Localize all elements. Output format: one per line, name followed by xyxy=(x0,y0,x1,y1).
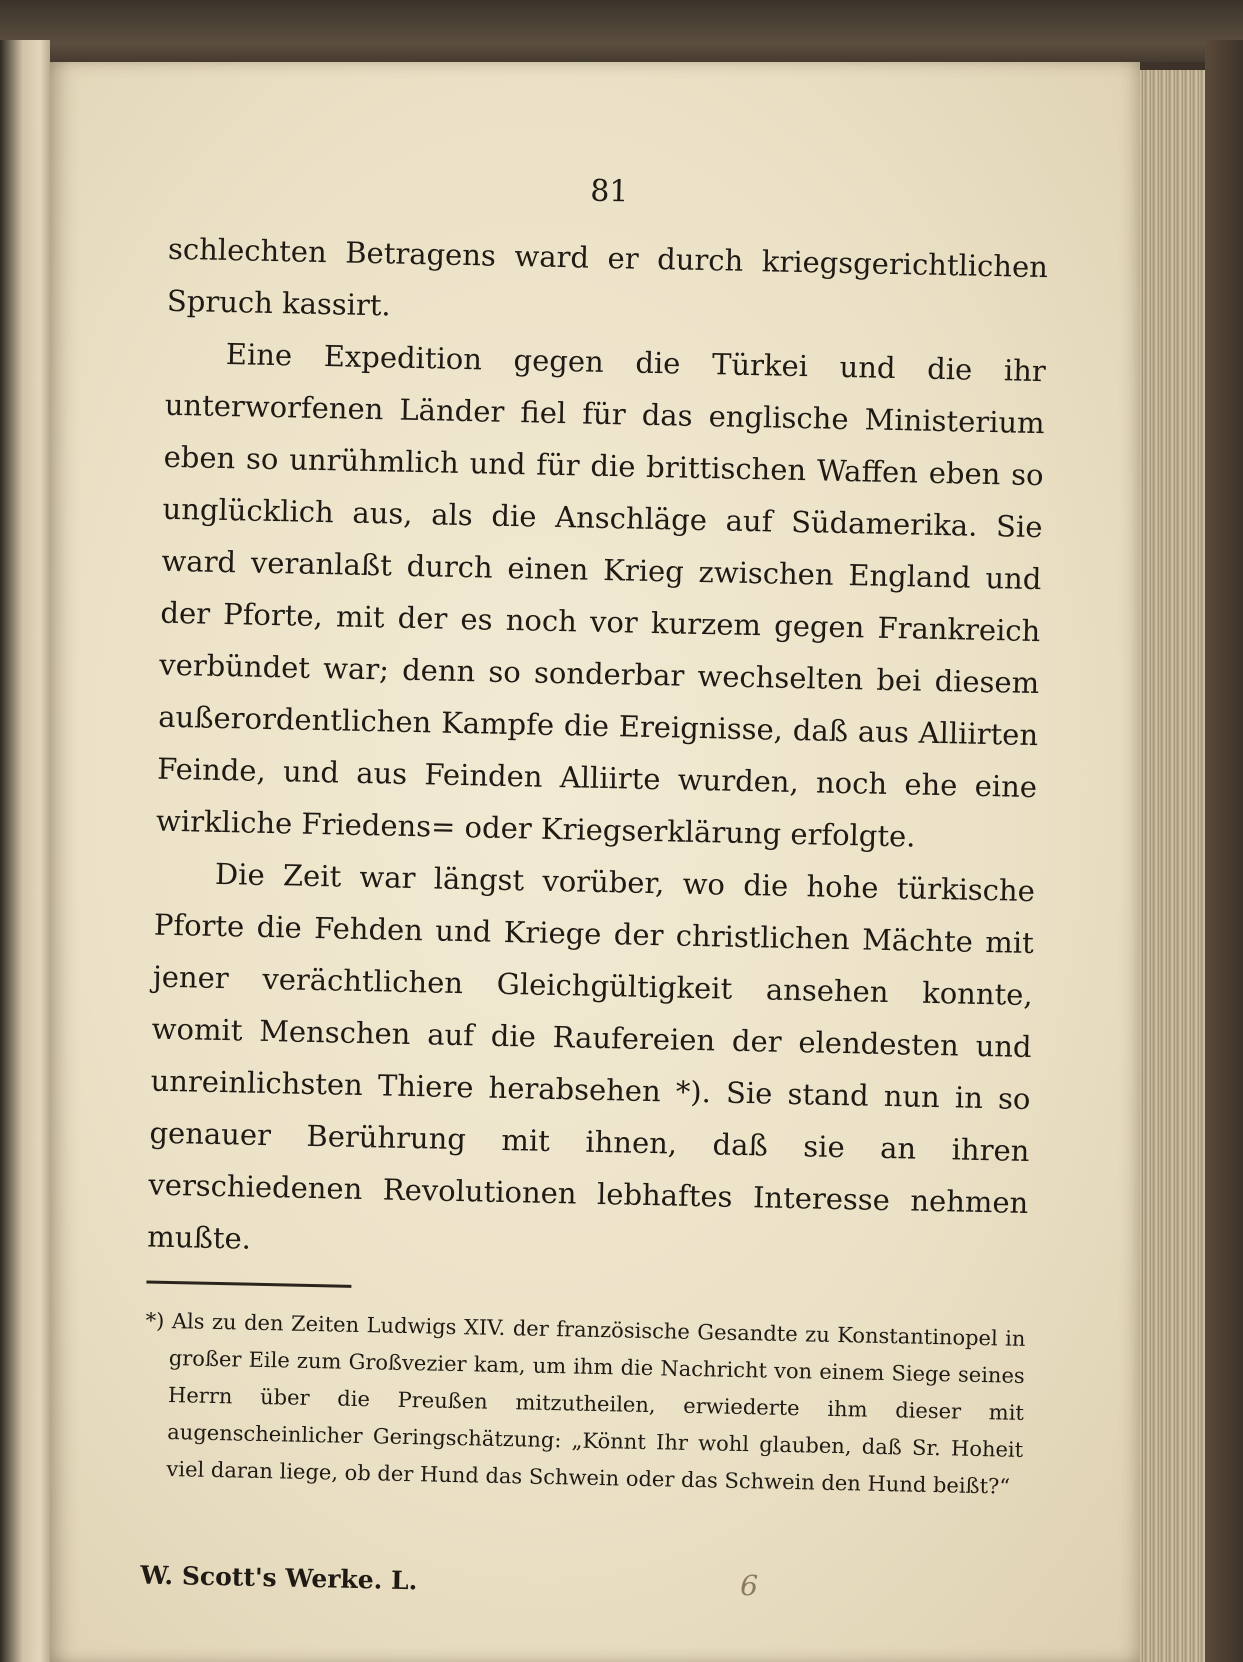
page-number: 81 xyxy=(589,173,629,210)
book-page xyxy=(50,62,1140,1662)
footnote-rule xyxy=(146,1281,351,1288)
signature-line: W. Scott's Werke. L. xyxy=(140,1560,418,1596)
body-text xyxy=(147,223,1049,1281)
paragraph-expedition: Eine Expedition gegen die Türkei und die ihr unterworfenen Länder fiel für das englische Ministerium eben so unrühmlich und für die brittischen Waffen eben so unglücklich aus, als die Anschläge auf Südamerika. Sie ward veranlaßt durch einen Krieg zwischen England und der Pforte, mit der es noch vor kurzem gegen Frankreich verbündet war; denn so sonderbar wechselten bei diesem außerordentlichen Kampfe die Ereignisse, daß aus Alliirten Feinde, und aus Feinden Alliirte wurden, noch ehe eine wirkliche Friedens= oder Kriegserklärung erfolgte. xyxy=(155,337,1047,854)
book-top-edge xyxy=(0,0,1243,62)
book-cover-edge xyxy=(1205,40,1243,1662)
paragraph-continued: schlechten Betragens ward er durch kriegsgerichtlichen Spruch kassirt. xyxy=(166,231,1049,323)
text-block xyxy=(139,153,1050,1651)
footnote-text: *) Als zu den Zeiten Ludwigs XIV. der französische Gesandte zu Konstantinopel in großer Eile zum Großvezier kam, um ihm die Nachricht von einem Siege seines Herrn über die Preußen mitzutheilen, erwiederte ihm dieser mit augenscheinlicher Geringschätzung: „Könnt Ihr wohl glauben, daß Sr. Hoheit viel daran liege, ob der Hund das Schwein oder das Schwein den Hund beißt?“ xyxy=(145,1308,1026,1499)
footnote xyxy=(142,1303,1026,1506)
facing-page-edge xyxy=(0,40,50,1662)
signature-mark: 6 xyxy=(739,1569,759,1603)
paragraph-pforte: Die Zeit war längst vorüber, wo die hohe türkische Pforte die Fehden und Kriege der christlichen Mächte mit jener verächtlichen Gleichgültigkeit ansehen konnte, womit Menschen auf die Raufereien der elendesten und unreinlichsten Thiere herabsehen *). Sie stand nun in so genauer Berührung mit ihnen, daß sie an ihren verschiedenen Revolutionen lebhaftes Interesse nehmen mußte. xyxy=(147,856,1036,1256)
